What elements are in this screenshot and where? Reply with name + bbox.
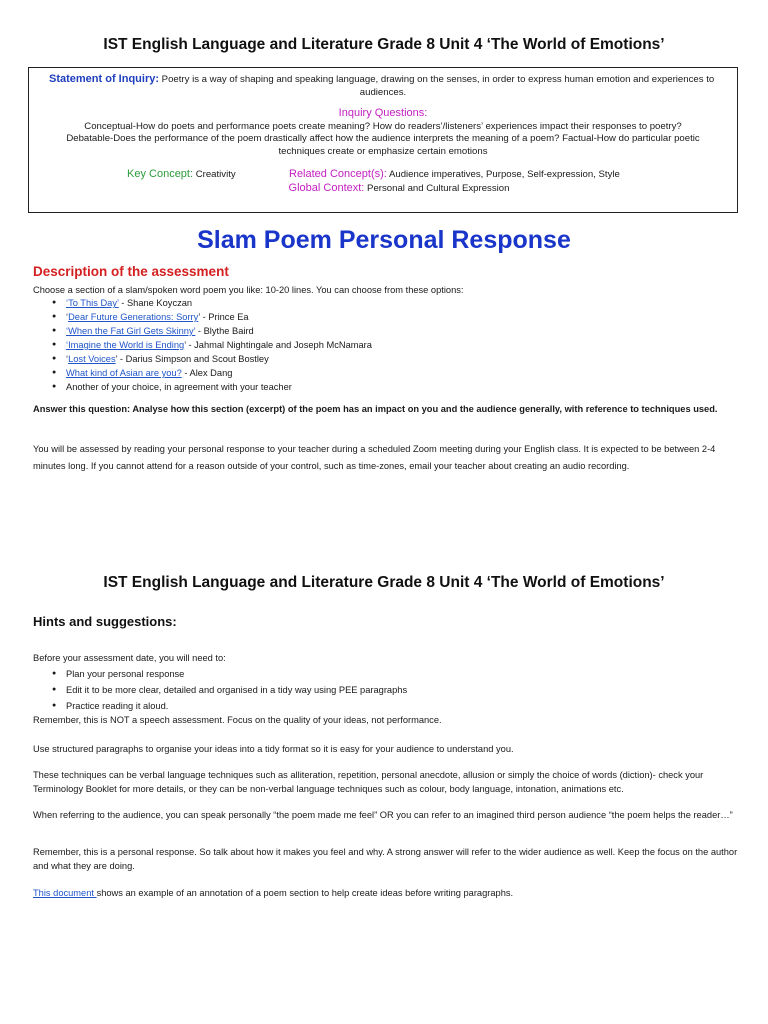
poem-link[interactable]: What kind of Asian are you? — [66, 368, 182, 378]
inquiry-questions-heading — [39, 107, 727, 121]
global-context — [39, 182, 727, 196]
poem-author: - Alex Dang — [181, 368, 233, 378]
poem-author: ’ - Jahmal Nightingale and Joseph McNamara — [184, 340, 372, 350]
list-item — [52, 324, 372, 338]
main-heading: Slam Poem Personal Response — [197, 226, 571, 254]
key-concept — [127, 168, 236, 182]
other-choice: Another of your choice, in agreement with your teacher — [66, 382, 292, 392]
referring-audience: When referring to the audience, you can speak personally “the poem made me feel” OR you can refer to an imagined third person audience “the poem helps the reader…” — [33, 810, 733, 820]
document-link[interactable]: This document — [33, 888, 97, 898]
choose-instructions: Choose a section of a slam/spoken word poem you like: 10-20 lines. You can choose from these options: — [33, 285, 464, 295]
inquiry-box — [28, 67, 738, 213]
structured-paragraphs: Use structured paragraphs to organise your ideas into a tidy format so it is easy for your audience to understand you. — [33, 744, 514, 754]
document-link-line — [33, 886, 738, 900]
soi-text-2: audiences. — [359, 86, 407, 98]
poem-link[interactable]: ‘To This Day’ — [66, 298, 119, 308]
poem-link[interactable]: ‘When the Fat Girl Gets Skinny’ — [66, 326, 196, 336]
key-concept-label: Key Concept: — [127, 168, 194, 180]
document-title: IST English Language and Literature Grade 8 Unit 4 ‘The World of Emotions’ — [103, 36, 665, 53]
hints-heading: Hints and suggestions: — [33, 614, 177, 629]
remember-speech: Remember, this is NOT a speech assessment. Focus on the quality of your ideas, not performance. — [33, 715, 442, 725]
quote-mark: ‘ — [66, 354, 69, 364]
soi-text: Poetry is a way of shaping and speaking language, drawing on the senses, in order to express human emotion and experiences to — [159, 74, 715, 85]
list-item — [52, 338, 372, 352]
list-item: ● Practice reading it aloud. — [52, 698, 407, 714]
before-date-text: Before your assessment date, you will need to: — [33, 653, 226, 663]
global-value: Personal and Cultural Expression — [364, 183, 510, 194]
assessment-question: Answer this question: Analyse how this section (excerpt) of the poem has an impact on you and the audience generally, with reference to techniques used. — [33, 404, 718, 414]
key-concept-value: Creativity — [193, 169, 236, 180]
list-item — [52, 380, 372, 394]
list-item — [52, 296, 372, 310]
statement-of-inquiry — [39, 73, 727, 87]
list-item: ● Plan your personal response — [52, 666, 407, 682]
tasks-list — [52, 666, 407, 714]
poem-author: ’ - Prince Ea — [198, 312, 249, 322]
list-item — [52, 366, 372, 380]
list-item — [52, 310, 372, 324]
poem-link[interactable]: ‘Imagine the World is Ending — [66, 340, 185, 350]
assessment-details: You will be assessed by reading your personal response to your teacher during a scheduled Zoom meeting during your English class. It is expected to be between 2-4 minutes long. If you cannot attend for a reason outside of your control, such as time-zones, email your teacher about creating an audio recording. — [33, 444, 716, 471]
iq-label: Inquiry Questions: — [338, 107, 428, 119]
poem-author: - Blythe Baird — [195, 326, 254, 336]
soi-label: Statement of Inquiry: — [49, 73, 160, 85]
poem-link[interactable]: Lost Voices — [68, 354, 116, 364]
document-link-description: shows an example of an annotation of a poem section to help create ideas before writing paragraphs. — [96, 888, 514, 898]
list-item: ● Edit it to be more clear, detailed and organised in a tidy way using PEE paragraphs — [52, 682, 407, 698]
list-item — [52, 352, 372, 366]
description-heading: Description of the assessment — [33, 264, 229, 279]
quote-mark: ‘ — [66, 312, 69, 322]
document-title-repeat: IST English Language and Literature Grade 8 Unit 4 ‘The World of Emotions’ — [103, 574, 665, 591]
iq-factual: techniques create or emphasize certain emotions — [278, 145, 488, 157]
iq-debatable: Debatable-Does the performance of the poem drastically affect how the audience interprets the meaning of a poem? Factual-How do particular poetic — [66, 133, 700, 144]
poem-author: ’ - Darius Simpson and Scout Bostley — [115, 354, 269, 364]
personal-response-note: Remember, this is a personal response. So talk about how it makes you feel and why. A strong answer will refer to the wider audience as well. Keep the focus on the author and what they are doing. — [33, 847, 738, 871]
iq-conceptual: Conceptual-How do poets and performance poets create meaning? How do readers’/listeners’ experiences impact their responses to poetry? — [84, 120, 682, 132]
related-concepts — [289, 168, 620, 182]
concept-row — [39, 168, 727, 182]
techniques-text: These techniques can be verbal language techniques such as alliteration, repetition, personal anecdote, allusion or simply the choice of words (diction)- check your Terminology Booklet for more details, or they can be non-verbal language techniques such as colour, body language, intonation, animations etc. — [33, 770, 704, 794]
related-value: Audience imperatives, Purpose, Self-expression, Style — [386, 169, 620, 180]
poem-author: - Shane Koyczan — [118, 298, 193, 308]
poem-link[interactable]: Dear Future Generations: Sorry — [68, 312, 199, 322]
global-label: Global Context: — [288, 182, 365, 194]
poem-options-list — [52, 296, 372, 394]
related-label: Related Concept(s): — [289, 168, 387, 180]
